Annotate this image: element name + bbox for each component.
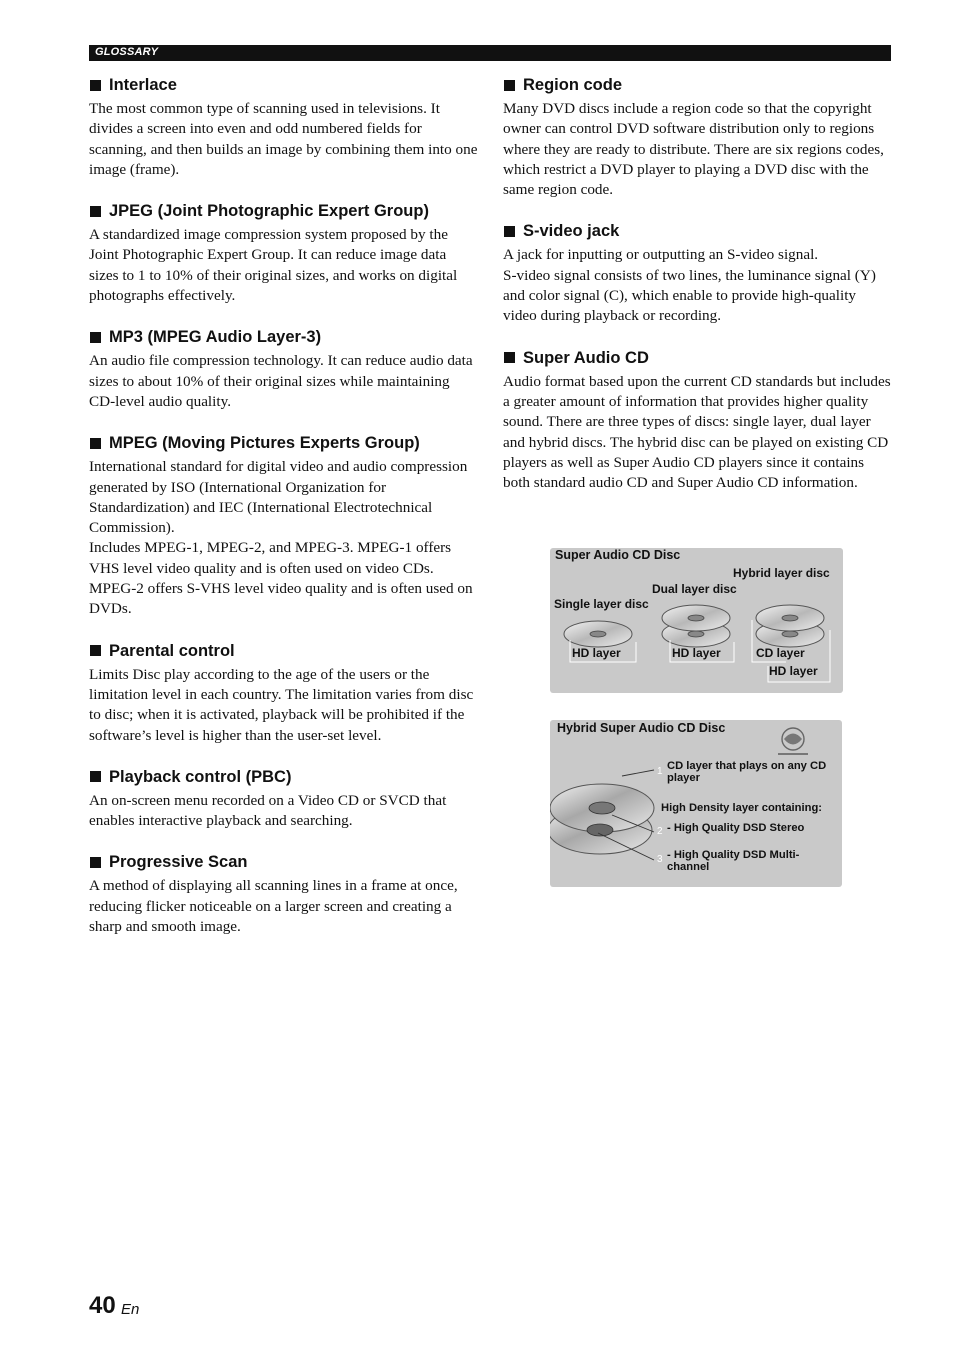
sacd-disc-types-figure xyxy=(550,548,843,693)
single-layer-disc-label: Single layer disc xyxy=(554,597,649,611)
square-bullet-icon xyxy=(90,771,101,782)
hd-layer-label: HD layer xyxy=(572,646,621,660)
glossary-entry-region-code xyxy=(503,74,893,200)
glossary-entry-progressive-scan xyxy=(89,851,479,937)
square-bullet-icon xyxy=(504,226,515,237)
entry-title: JPEG (Joint Photographic Expert Group) xyxy=(109,202,429,221)
entry-title: Interlace xyxy=(109,76,177,94)
dsd-multichannel-label: - High Quality DSD Multi-channel xyxy=(667,849,800,873)
single-layer-disc-icon xyxy=(564,621,632,647)
entry-heading xyxy=(89,74,479,96)
entry-body xyxy=(89,665,479,746)
entry-paragraph: A standardized image compression system proposed by the Joint Photographic Expert Group. It can reduce image data sizes to 1 to 10% of their original sizes, and works on digital photographs effectively. xyxy=(89,226,458,305)
hybrid-layer-disc-label: Hybrid layer disc xyxy=(733,566,830,580)
entry-body xyxy=(89,876,479,937)
glossary-entry-s-video-jack xyxy=(503,220,893,326)
entry-body xyxy=(503,372,893,494)
entry-body xyxy=(89,351,479,412)
entry-title: MPEG (Moving Pictures Experts Group) xyxy=(109,434,420,453)
cd-layer-label: CD layer xyxy=(756,646,805,660)
square-bullet-icon xyxy=(90,645,101,656)
entry-paragraph: S-video signal consists of two lines, the luminance signal (Y) and color signal (C), which enable to provide high-quality video during playback or recording. xyxy=(503,266,876,325)
entry-title: Region code xyxy=(523,76,623,94)
section-header-bar xyxy=(89,45,891,61)
entry-body xyxy=(503,99,893,200)
callout-number: 3 xyxy=(657,854,663,865)
glossary-entry-jpeg xyxy=(89,200,479,306)
entry-paragraph: An audio file compression technology. It can reduce audio data sizes to about 10% of their original sizes while maintaining CD-level audio quality. xyxy=(89,352,473,410)
dsd-stereo-label: - High Quality DSD Stereo xyxy=(667,822,805,834)
sacd-logo-icon xyxy=(778,728,808,755)
entry-title: Progressive Scan xyxy=(109,853,248,872)
entry-heading xyxy=(503,347,893,369)
section-label: GLOSSARY xyxy=(95,46,159,58)
entry-title: Super Audio CD xyxy=(523,348,649,367)
entry-heading xyxy=(503,220,893,242)
entry-title: MP3 (MPEG Audio Layer-3) xyxy=(109,328,322,347)
hd-layer-label: HD layer xyxy=(769,664,818,678)
square-bullet-icon xyxy=(504,352,515,363)
entry-heading xyxy=(89,200,479,222)
entry-heading xyxy=(89,326,479,348)
entry-body xyxy=(89,791,479,832)
entry-heading xyxy=(503,74,893,96)
glossary-entry-mp3 xyxy=(89,326,479,412)
entry-title: S-video jack xyxy=(523,222,620,241)
entry-heading xyxy=(89,851,479,873)
glossary-entry-pbc xyxy=(89,766,479,832)
page-language: En xyxy=(121,1301,140,1318)
hd-layer-label: HD layer xyxy=(672,646,721,660)
callout-number: 1 xyxy=(657,766,663,777)
dual-layer-disc-label: Dual layer disc xyxy=(652,582,737,596)
right-column xyxy=(503,74,893,513)
square-bullet-icon xyxy=(90,206,101,217)
square-bullet-icon xyxy=(90,332,101,343)
entry-paragraph: Includes MPEG-1, MPEG-2, and MPEG-3. MPEG-1 offers VHS level video quality and is often used on video CDs. MPEG-2 offers S-VHS level video quality and is often used on DVDs. xyxy=(89,539,473,618)
entry-paragraph: Many DVD discs include a region code so that the copyright owner can control DVD software distribution only to regions where they are ready to distribute. There are six regions codes, which restrict a DVD player to playing a DVD disc with the same region code. xyxy=(503,100,884,199)
glossary-entry-parental-control xyxy=(89,640,479,746)
glossary-entry-interlace xyxy=(89,74,479,180)
entry-heading xyxy=(89,432,479,454)
hybrid-sacd-figure xyxy=(550,720,842,887)
hybrid-layer-disc-icon xyxy=(756,605,824,647)
hybrid-figure-title: Hybrid Super Audio CD Disc xyxy=(557,721,726,735)
entry-title: Playback control (PBC) xyxy=(109,767,292,786)
dual-layer-disc-icon xyxy=(662,605,730,647)
entry-paragraph: The most common type of scanning used in televisions. It divides a screen into even and odd numbered fields for scanning, and then builds an image by combining them into one image (frame). xyxy=(89,100,478,178)
left-column xyxy=(89,74,479,957)
entry-body xyxy=(89,225,479,306)
entry-heading xyxy=(89,640,479,662)
entry-body xyxy=(89,457,479,619)
hd-layer-heading: High Density layer containing: xyxy=(661,802,823,814)
entry-paragraph: A method of displaying all scanning lines in a frame at once, reducing flicker noticeable on a larger screen and creating a sharp and smooth image. xyxy=(89,877,458,936)
callout-number: 2 xyxy=(657,826,663,837)
entry-paragraph: Limits Disc play according to the age of the users or the limitation level in each country. The limitation varies from disc to disc; when it is activated, playback will be prohibited if the software’s level is higher than the user-set level. xyxy=(89,665,474,744)
entry-paragraph: An on-screen menu recorded on a Video CD or SVCD that enables interactive playback and searching. xyxy=(89,791,447,830)
entry-body xyxy=(89,99,479,180)
square-bullet-icon xyxy=(504,80,515,91)
sacd-figure-title: Super Audio CD Disc xyxy=(555,548,681,562)
page-number: 40 xyxy=(89,1292,116,1319)
entry-title: Parental control xyxy=(109,641,235,660)
entry-paragraph: Audio format based upon the current CD standards but includes a greater amount of information that provides higher quality sound. There are three types of discs: single layer, dual layer and hybrid discs. The hybrid disc can be played on existing CD players as well as Super Audio CD players since it contains both standard audio CD and Super Audio CD information. xyxy=(503,372,891,492)
square-bullet-icon xyxy=(90,438,101,449)
glossary-entry-super-audio-cd xyxy=(503,347,893,494)
entry-paragraph: A jack for inputting or outputting an S-video signal. xyxy=(503,246,819,264)
entry-paragraph: International standard for digital video and audio compression generated by ISO (International Organization for Standardization) and IEC (International Electrotechnical Commission). xyxy=(89,458,468,537)
glossary-entry-mpeg xyxy=(89,432,479,619)
hybrid-disc-icon xyxy=(550,784,654,854)
entry-body xyxy=(503,245,893,326)
square-bullet-icon xyxy=(90,857,101,868)
cd-layer-description: CD layer that plays on any CD player xyxy=(667,760,827,784)
square-bullet-icon xyxy=(90,80,101,91)
entry-heading xyxy=(89,766,479,788)
